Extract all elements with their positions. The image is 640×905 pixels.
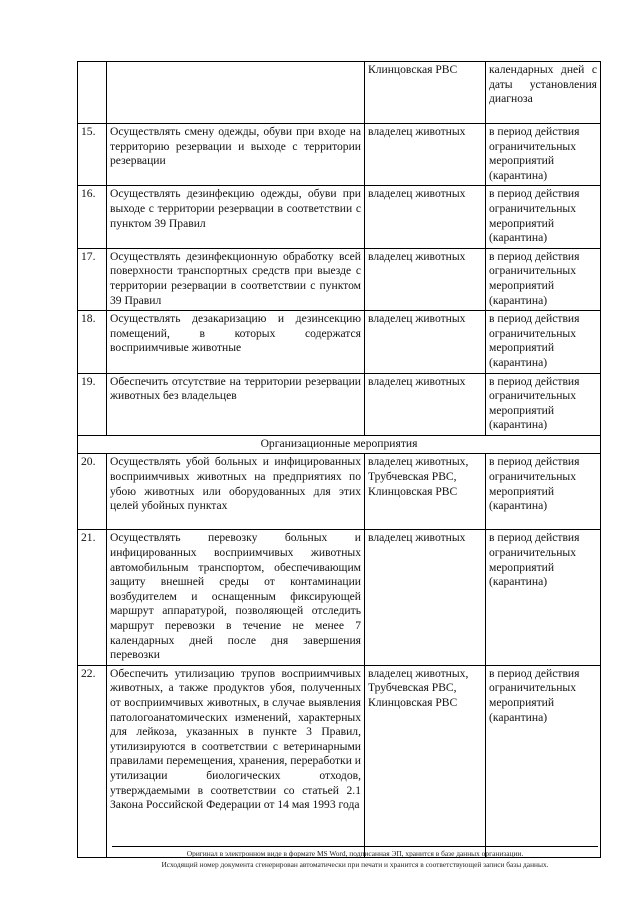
row-term: в период действия ограничительных мероприятий (карантина) <box>486 454 601 530</box>
row-term: в период действия ограничительных мероприятий (карантина) <box>486 186 601 248</box>
table-row <box>78 311 601 373</box>
footer-line-2: Исходящий номер документа сгенерирован автоматически при печати и хранится в соответствующей записи базы данных. <box>161 859 549 869</box>
row-responsible: владелец животных <box>365 186 486 248</box>
footer-line-1: Оригинал в электронном виде в формате MS Word, подписанная ЭП, хранится в базе данных организации. <box>186 849 524 858</box>
row-responsible: Клинцовская РВС <box>365 62 486 124</box>
row-description: Обеспечить отсутствие на территории резервации животных без владельцев <box>107 373 365 435</box>
row-term: в период действия ограничительных мероприятий (карантина) <box>486 530 601 665</box>
row-description: Осуществлять перевозку больных и инфицированных восприимчивых животных автомобильным транспортом, обеспечивающим защиту внешней среды от контаминации возбудителем и оснащенным фиксирующей маршрут аппаратурой, позволяющей отследить маршрут перевозки в течение не менее 7 календарных дней после дня завершения перевозки <box>107 530 365 665</box>
table-row <box>78 248 601 310</box>
row-term: в период действия ограничительных мероприятий (карантина) <box>486 248 601 310</box>
footer-note <box>90 849 620 870</box>
table-row <box>78 373 601 435</box>
row-responsible: владелец животных <box>365 248 486 310</box>
row-description: Обеспечить утилизацию трупов восприимчивых животных, а также продуктов убоя, полученных от восприимчивых животных, в случае выявления патологоанатомических изменений, характерных для лейкоза, указанных в пункте 3 Правил, утилизируются в соответствии с ветеринарными правилами перемещения, хранения, переработки и утилизации биологических отходов, утверждаемыми в соответствии со статьей 2.1 Закона Российской Федерации от 14 мая 1993 года <box>107 665 365 857</box>
row-number: 20. <box>78 454 107 530</box>
row-responsible: владелец животных <box>365 530 486 665</box>
row-description: Осуществлять дезинфекцию одежды, обуви при выходе с территории резервации в соответствии с пунктом 39 Правил <box>107 186 365 248</box>
row-responsible: владелец животных <box>365 311 486 373</box>
row-description <box>107 62 365 124</box>
row-term: в период действия ограничительных мероприятий (карантина) <box>486 373 601 435</box>
section-title: Организационные мероприятия <box>78 435 601 454</box>
measures-table <box>77 61 601 858</box>
row-number: 16. <box>78 186 107 248</box>
row-number: 17. <box>78 248 107 310</box>
row-number: 18. <box>78 311 107 373</box>
row-responsible: владелец животных, Трубчевская РВС, Клинцовская РВС <box>365 665 486 857</box>
row-description: Осуществлять дезакаризацию и дезинсекцию помещений, в которых содержатся восприимчивые животные <box>107 311 365 373</box>
row-responsible: владелец животных <box>365 373 486 435</box>
row-description: Осуществлять дезинфекционную обработку всей поверхности транспортных средств при выезде с территории резервации в соответствии с пунктом 39 Правил <box>107 248 365 310</box>
footer-divider <box>112 846 598 847</box>
row-number: 15. <box>78 124 107 186</box>
table-row <box>78 186 601 248</box>
row-responsible: владелец животных, Трубчевская РВС, Клинцовская РВС <box>365 454 486 530</box>
row-description: Осуществлять убой больных и инфицированных восприимчивых животных на предприятиях по убою животных или оборудованных для этих целей убойных пунктах <box>107 454 365 530</box>
row-number <box>78 62 107 124</box>
row-term: в период действия ограничительных мероприятий (карантина) <box>486 311 601 373</box>
table-row <box>78 530 601 665</box>
table-row <box>78 454 601 530</box>
section-row <box>78 435 601 454</box>
table-row <box>78 124 601 186</box>
table-row <box>78 665 601 857</box>
row-number: 19. <box>78 373 107 435</box>
row-description: Осуществлять смену одежды, обуви при входе на территорию резервации и выходе с территории резервации <box>107 124 365 186</box>
table-row <box>78 62 601 124</box>
row-term: календарных дней с даты установления диагноза <box>486 62 601 124</box>
row-number: 21. <box>78 530 107 665</box>
row-number: 22. <box>78 665 107 857</box>
row-term: в период действия ограничительных мероприятий (карантина) <box>486 665 601 857</box>
row-responsible: владелец животных <box>365 124 486 186</box>
row-term: в период действия ограничительных мероприятий (карантина) <box>486 124 601 186</box>
